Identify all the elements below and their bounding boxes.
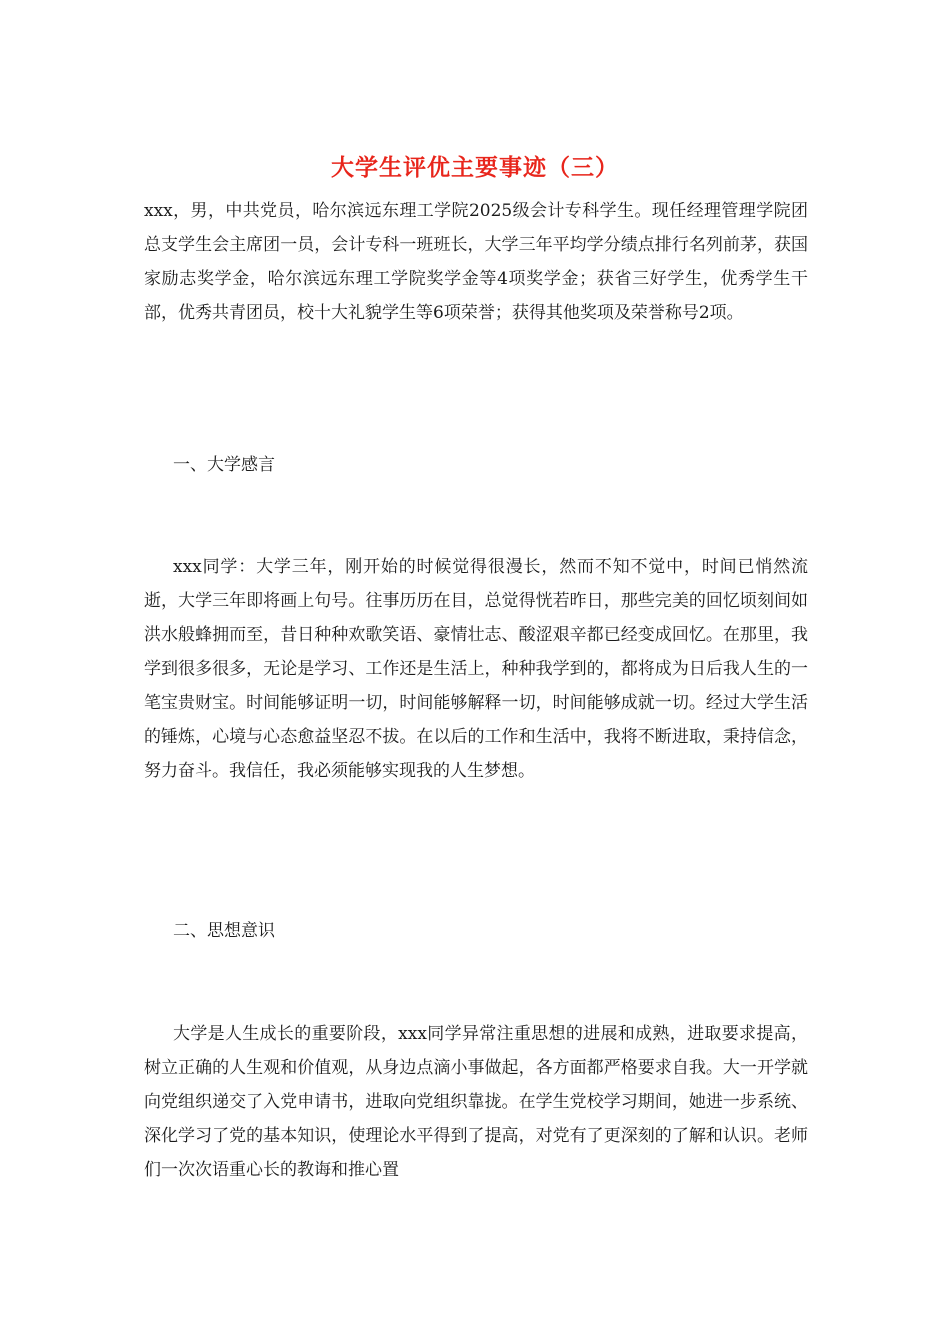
section-heading-1: 一、大学感言 bbox=[173, 455, 275, 475]
section-body-2: 大学是人生成长的重要阶段，xxx同学异常注重思想的进展和成熟，进取要求提高，树立正确的人生观和价值观，从身边点滴小事做起，各方面都严格要求自我。大一开学就向党组织递交了入党申请书，进取向党组织靠拢。在学生党校学习期间，她进一步系统、深化学习了党的基本知识，使理论水平得到了提高，对党有了更深刻的了解和认识。老师们一次次语重心长的教诲和推心置 bbox=[144, 1024, 808, 1180]
section-heading-2: 二、思想意识 bbox=[173, 921, 275, 941]
intro-paragraph: xxx，男，中共党员，哈尔滨远东理工学院2025级会计专科学生。现任经理管理学院团总支学生会主席团一员，会计专科一班班长，大学三年平均学分绩点排行名列前茅，获国家励志奖学金，哈尔滨远东理工学院奖学金等4项奖学金；获省三好学生，优秀学生干部，优秀共青团员，校十大礼貌学生等6项荣誉；获得其他奖项及荣誉称号2项。 bbox=[144, 201, 808, 323]
section-body-1: xxx同学：大学三年，刚开始的时候觉得很漫长，然而不知不觉中，时间已悄然流逝，大学三年即将画上句号。往事历历在目，总觉得恍若昨日，那些完美的回忆顷刻间如洪水般蜂拥而至，昔日种种欢歌笑语、豪情壮志、酸涩艰辛都已经变成回忆。在那里，我学到很多很多，无论是学习、工作还是生活上，种种我学到的，都将成为日后我人生的一笔宝贵财宝。时间能够证明一切，时间能够解释一切，时间能够成就一切。经过大学生活的锤炼，心境与心态愈益坚忍不拔。在以后的工作和生活中，我将不断进取，秉持信念，努力奋斗。我信任，我必须能够实现我的人生梦想。 bbox=[144, 557, 808, 781]
document-title: 大学生评优主要事迹（三） bbox=[331, 154, 619, 181]
